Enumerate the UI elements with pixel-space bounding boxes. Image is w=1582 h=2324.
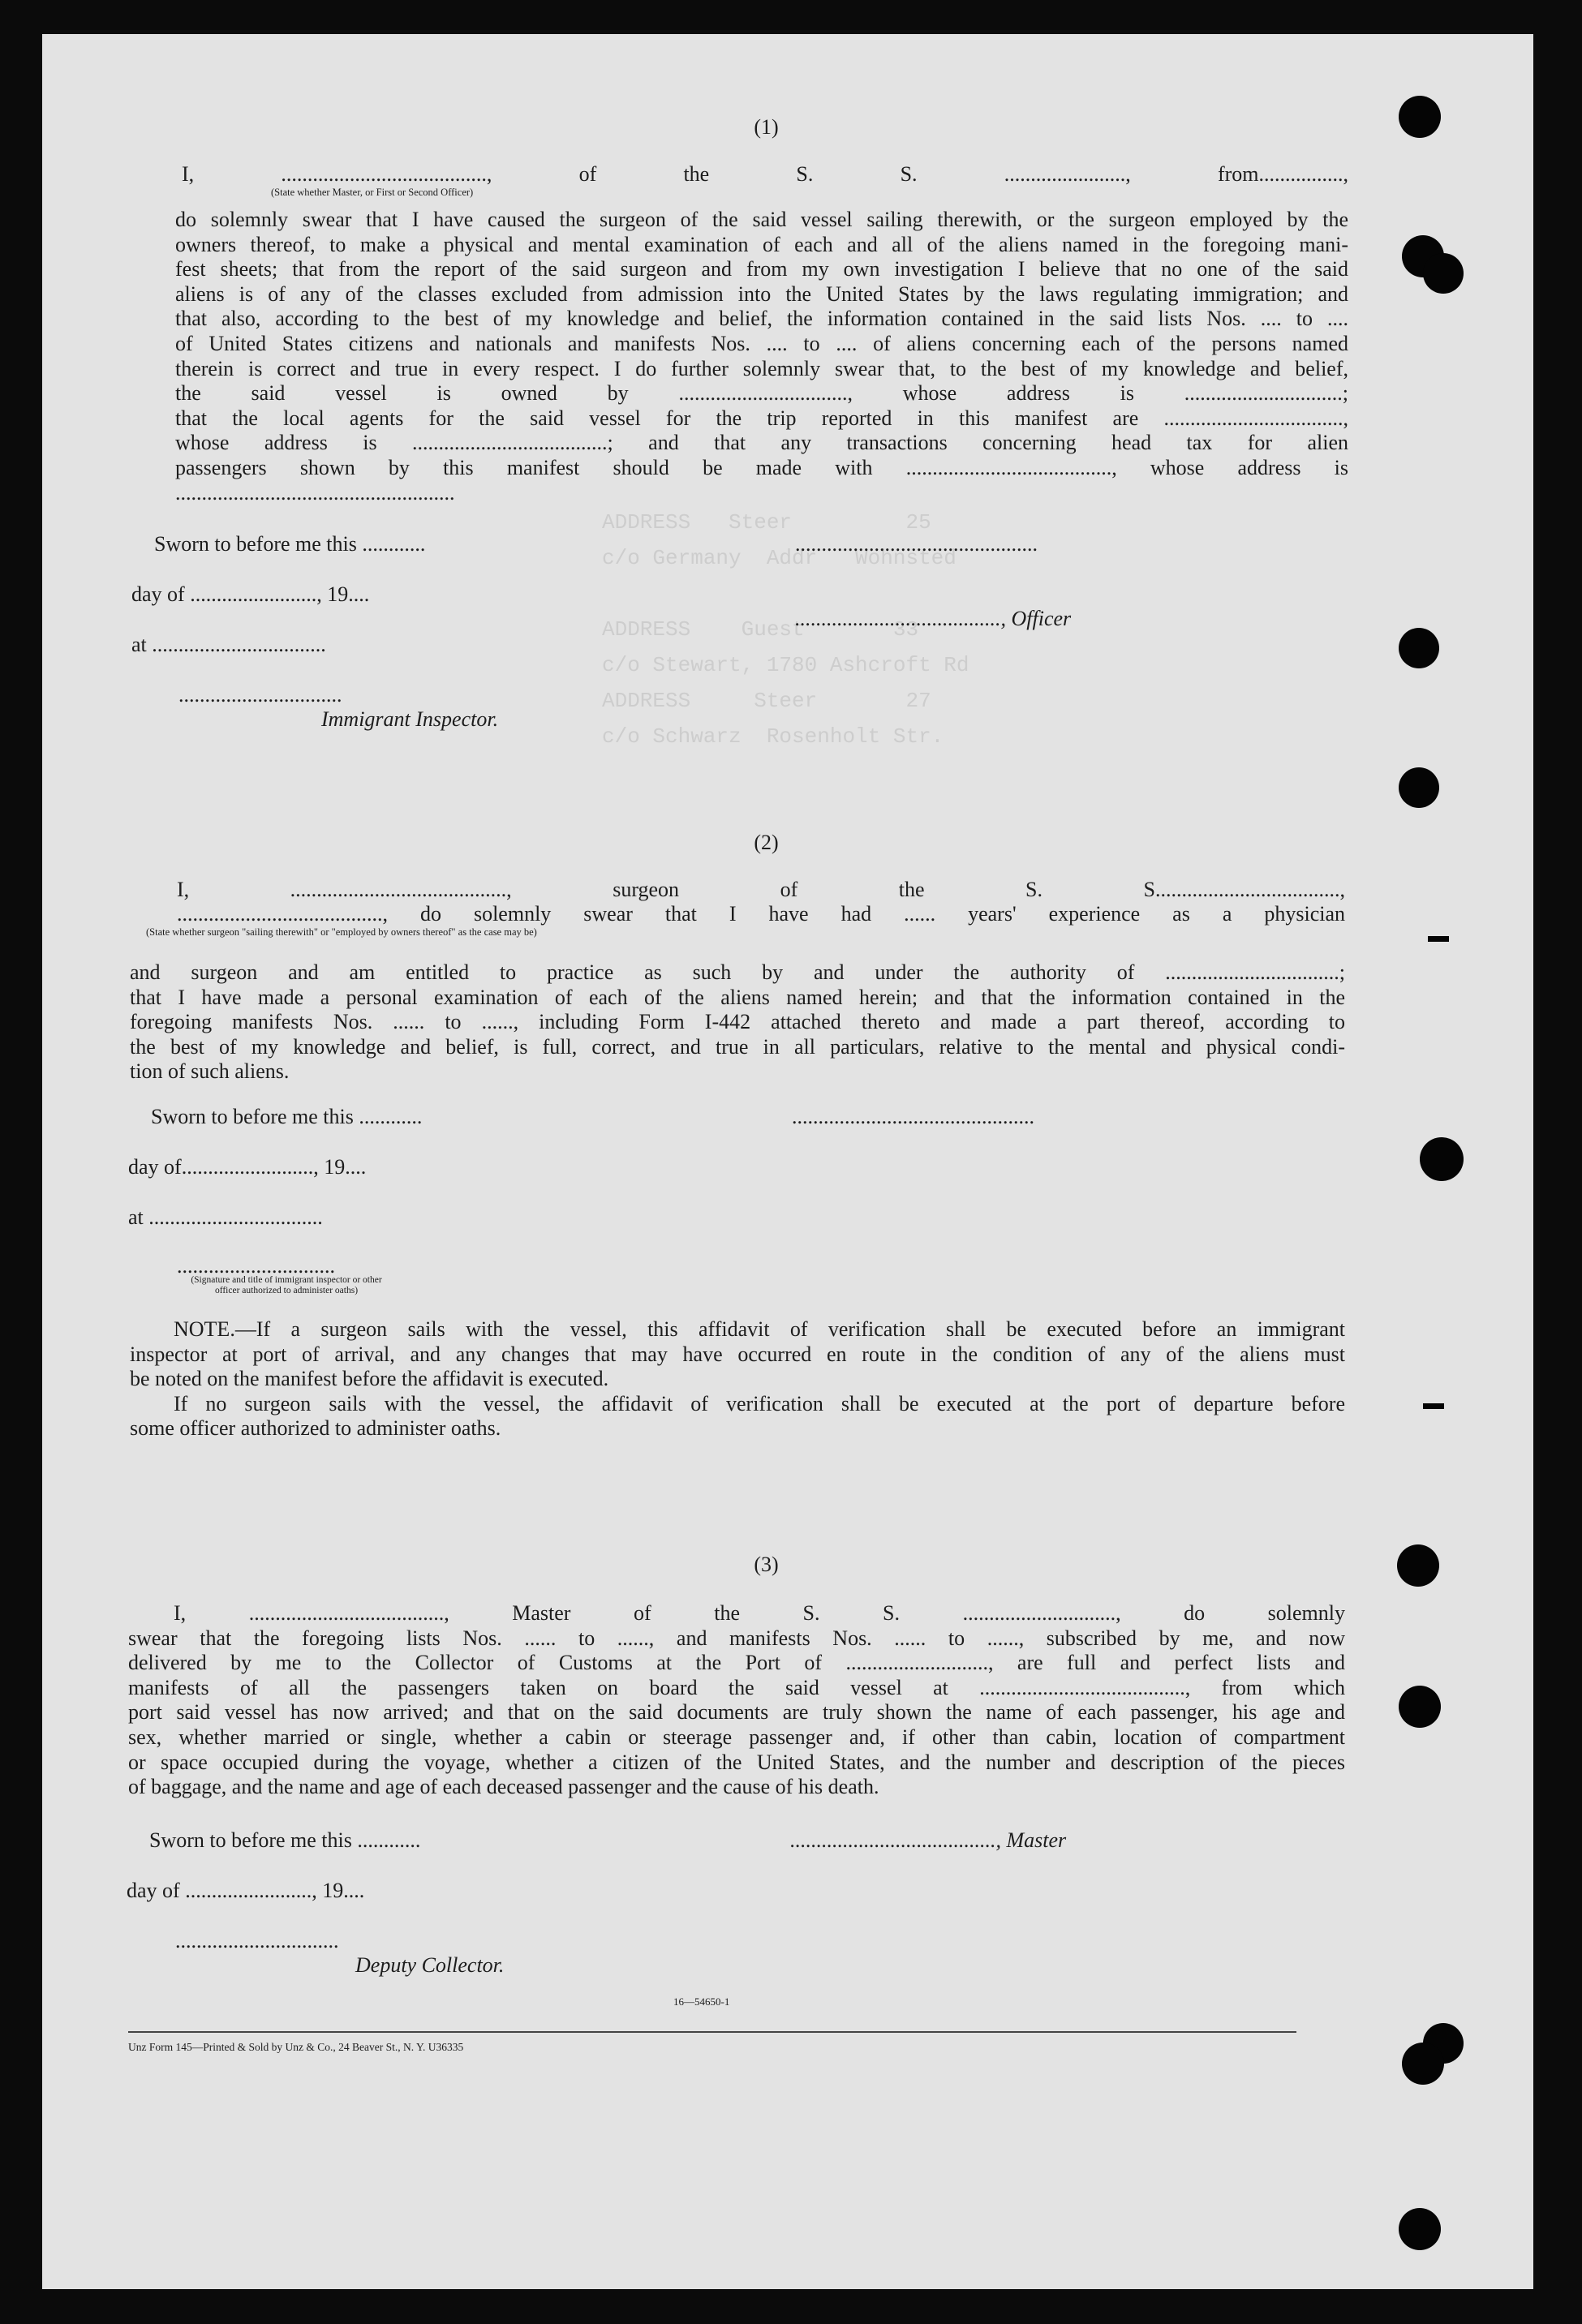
oath-line: that the local agents for the said vessel for the trip reported in this manifest are .................................., [175, 406, 1348, 430]
oath-line: and surgeon and am entitled to practice as such by and under the authority of .................................; [130, 960, 1345, 984]
signature-line: .............................................. [795, 532, 1038, 556]
footer-rule [128, 2031, 1296, 2033]
day-of-line: day of........................., 19.... [128, 1155, 367, 1179]
inspector-signature-line: .............................. [177, 1254, 335, 1278]
oath-line: tion of such aliens. [130, 1059, 290, 1084]
signature-title-caption: (Signature and title of immigrant inspector or other officer authorized to administer oaths) [191, 1275, 382, 1295]
at-line: at ................................. [128, 1205, 323, 1229]
section-3-number: (3) [754, 1553, 779, 1576]
oath-line: swear that the foregoing lists Nos. ...... to ......, and manifests Nos. ...... to ......, subscribed by me, and now [128, 1626, 1345, 1650]
section-1-number: (1) [754, 115, 779, 139]
punch-hole [1423, 253, 1464, 294]
note-line: be noted on the manifest before the affidavit is executed. [130, 1367, 609, 1391]
punch-hole [1399, 628, 1439, 668]
section-1-first-line: I, ......................................., of the S. S. ......................., from................, [182, 162, 1348, 186]
punch-mark [1428, 936, 1449, 942]
deputy-collector-label: Deputy Collector. [355, 1953, 505, 1977]
sworn-before-me: Sworn to before me this ............ [149, 1828, 421, 1852]
sworn-before-me: Sworn to before me this ............ [154, 532, 426, 556]
oath-line: that also, according to the best of my knowledge and belief, the information contained in the said lists Nos. .... to .... [175, 307, 1348, 331]
printer-imprint: Unz Form 145—Printed & Sold by Unz & Co., 24 Beaver St., N. Y. U36335 [128, 2041, 464, 2053]
punch-hole [1399, 767, 1439, 808]
oath-line: of baggage, and the name and age of each deceased passenger and the cause of his death. [128, 1775, 879, 1799]
oath-line: owners thereof, to make a physical and mental examination of each and all of the aliens named in the foregoing mani- [175, 232, 1348, 256]
punch-mark [1423, 1403, 1444, 1409]
form-number: 16—54650-1 [673, 1995, 730, 2008]
officer-signature-line: ......................................., Officer [795, 607, 1072, 630]
day-of-line: day of ........................, 19.... [131, 582, 370, 606]
inspector-signature-line: ............................... [178, 683, 342, 707]
day-of-line: day of ........................, 19.... [127, 1879, 365, 1902]
punch-hole [1402, 2043, 1444, 2085]
oath-line: the best of my knowledge and belief, is full, correct, and true in all particulars, relative to the mental and physical condi- [130, 1034, 1345, 1059]
oath-line: whose address is .....................................; and that any transactions concerning head tax for alien [175, 431, 1348, 455]
oath-line: passengers shown by this manifest should be made with ......................................., whose address is [175, 456, 1348, 479]
oath-line: do solemnly swear that I have caused the surgeon of the said vessel sailing therewith, or the surgeon employed by the [175, 208, 1348, 231]
punch-hole [1420, 1137, 1464, 1181]
form-page [42, 34, 1533, 2289]
collector-signature-line: ............................... [175, 1929, 339, 1952]
note-line: If no surgeon sails with the vessel, the affidavit of verification shall be executed at the port of departure before [174, 1391, 1345, 1415]
oath-line: the said vessel is owned by ................................, whose address is ..............................; [175, 381, 1348, 406]
surgeon-signature-line: .............................................. [792, 1105, 1034, 1128]
punch-hole [1399, 2208, 1441, 2250]
oath-line: I, ....................................., Master of the S. S. ............................., do solemnly [174, 1601, 1345, 1625]
oath-line: delivered by me to the Collector of Customs at the Port of ..........................., are full and perfect lists and [128, 1651, 1345, 1675]
oath-line: of United States citizens and nationals and manifests Nos. .... to .... of aliens concerning each of the persons named [175, 332, 1348, 355]
oath-line: sex, whether married or single, whether a cabin or steerage passenger and, if other than cabin, location of compartment [128, 1725, 1345, 1749]
section-2-second-line: ......................................., do solemnly swear that I have had ...... years' experience as a physician [177, 902, 1345, 926]
note-line: some officer authorized to administer oaths. [130, 1416, 501, 1441]
at-line: at ................................. [131, 633, 326, 656]
officer-rank-caption: (State whether Master, or First or Second Officer) [271, 187, 474, 198]
oath-line: or space occupied during the voyage, whether a citizen of the United States, and the number and description of the pieces [128, 1750, 1345, 1774]
oath-line: manifests of all the passengers taken on board the said vessel at ......................................., from which [128, 1675, 1345, 1699]
immigrant-inspector-label: Immigrant Inspector. [321, 707, 499, 731]
note-line: inspector at port of arrival, and any changes that may have occurred en route in the condition of any of the aliens must [130, 1342, 1345, 1366]
master-signature-line: ......................................., Master [790, 1828, 1067, 1852]
oath-line: port said vessel has now arrived; and that on the said documents are truly shown the name of each passenger, his age and [128, 1700, 1345, 1725]
note-line: NOTE.—If a surgeon sails with the vessel, this affidavit of verification shall be executed before an immigrant [174, 1317, 1345, 1341]
surgeon-type-caption: (State whether surgeon "sailing therewith" or "employed by owners thereof" as the case may be) [146, 926, 537, 938]
oath-line: foregoing manifests Nos. ...... to ......, including Form I-442 attached thereto and made a part thereof, according to [130, 1010, 1345, 1034]
oath-line: aliens is of any of the classes excluded from admission into the United States by the laws regulating immigration; and [175, 281, 1348, 306]
oath-line: therein is correct and true in every respect. I do further solemnly swear that, to the best of my knowledge and belief, [175, 356, 1348, 380]
bleed-through-text: ADDRESS Steer 25 c/o Germany Addr Wohnsted ADDRESS Guest 33 c/o Stewart, 1780 Ashcroft Rd ADDRESS Steer 27 c/o Schwarz Rosenholt Str. [602, 510, 969, 749]
oath-line: ..................................................... [175, 480, 455, 505]
oath-line: fest sheets; that from the report of the said surgeon and from my own investigation I believe that no one of the said [175, 257, 1348, 281]
sworn-before-me: Sworn to before me this ............ [151, 1105, 423, 1128]
punch-hole [1399, 1686, 1441, 1728]
section-2-first-line: I, ........................................., surgeon of the S. S..................................., [177, 878, 1345, 901]
oath-line: that I have made a personal examination of each of the aliens named herein; and that the information contained in the [130, 985, 1345, 1009]
section-2-number: (2) [754, 831, 779, 854]
